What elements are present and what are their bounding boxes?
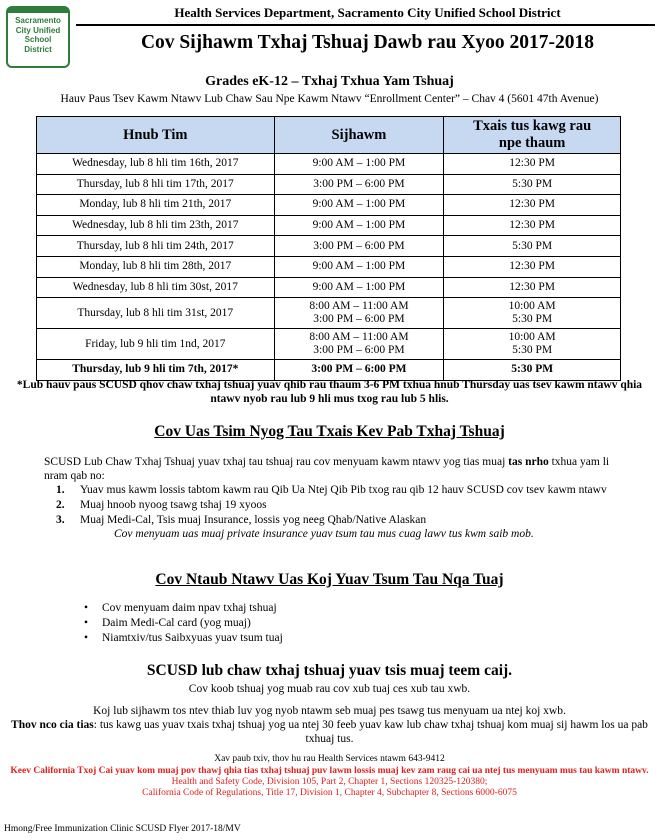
bullet-icon: • [84, 617, 89, 629]
cell-date: Wednesday, lub 8 hli tim 30st, 2017 [37, 277, 275, 298]
cell-last-registration: 5:30 PM [444, 236, 621, 257]
list-item [56, 483, 629, 497]
header-end-line-2: npe thaum [498, 135, 566, 151]
cell-last-registration: 5:30 PM [444, 174, 621, 195]
eligibility-intro [44, 455, 629, 483]
header-rule [76, 24, 655, 26]
legal-warning: Keev California Txoj Cai yuav kom muaj pov thawj qhia tias txhaj tshuaj puv lawm lossis muaj kev zam raug cai ua ntej tus menyuam mus tau kawm ntawv. [10, 766, 649, 776]
logo-text: Sacramento City Unified School District [15, 16, 61, 54]
eligibility-list [56, 483, 629, 541]
table-row [37, 277, 621, 298]
legal-code-1: Health and Safety Code, Division 105, Part 2, Chapter 1, Sections 120325-120380; [171, 777, 488, 787]
schedule-footnote: *Lub hauv paus SCUSD qhov chaw txhaj tshuaj yuav qhib rau thaum 3-6 PM txhua hnub Thursday uas tsev kawm ntawv qhia ntawv nyob rau lub 9 hli mus txog rau lub 5 hlis. [16, 379, 643, 405]
table-row [37, 298, 621, 329]
footer-label: Hmong/Free Immunization Clinic SCUSD Flyer 2017-18/MV [4, 824, 241, 834]
cell-time [274, 298, 444, 329]
bullet-icon: • [84, 632, 89, 644]
closing-subheading: Cov koob tshuaj yog muab rau cov xub tuaj ces xub tau xwb. [188, 683, 471, 695]
cell-date: Thursday, lub 8 hli tim 24th, 2017 [37, 236, 275, 257]
schedule-header-row [37, 117, 621, 154]
bullet-icon: • [84, 602, 89, 614]
header-time: Sijhawm [274, 117, 444, 154]
list-item-text: Cov menyuam daim npav txhaj tshuaj [102, 602, 277, 614]
cell-time: 9:00 AM – 1:00 PM [274, 256, 444, 277]
table-row [37, 195, 621, 216]
list-item [84, 601, 283, 616]
cell-date: Thursday, lub 8 hli tim 17th, 2017 [37, 174, 275, 195]
list-item [84, 631, 283, 646]
cell-last-registration: 5:30 PM [444, 360, 621, 381]
cell-date: Thursday, lub 8 hli tim 31st, 2017 [37, 298, 275, 329]
list-item-text: Muaj hnoob nyoog tsawg tshaj 19 xyoos [80, 499, 267, 511]
time-slot-afternoon: 3:00 PM – 6:00 PM [313, 344, 405, 357]
legal-block [0, 766, 659, 799]
closing-line-2: : tus kawg uas yuav txais txhaj tshuaj yog ua ntej 30 feeb yuav kaw lub chaw txhaj tshuaj kom muaj sij hawm los ua pab txhuaj tus. [93, 719, 648, 745]
cell-time: 9:00 AM – 1:00 PM [274, 195, 444, 216]
cell-time: 3:00 PM – 6:00 PM [274, 360, 444, 381]
end-slot-morning: 10:00 AM [508, 300, 556, 313]
cell-last-registration: 12:30 PM [444, 195, 621, 216]
bring-list [84, 601, 283, 646]
logo-bar [8, 8, 68, 13]
header-last-registration [444, 117, 621, 154]
cell-date: Monday, lub 8 hli tim 21th, 2017 [37, 195, 275, 216]
cell-time: 9:00 AM – 1:00 PM [274, 277, 444, 298]
cell-time [274, 329, 444, 360]
contact-line: Xav paub txiv, thov hu rau Health Services ntawm 643-9412 [214, 754, 445, 764]
cell-last-registration [444, 298, 621, 329]
eligibility-heading: Cov Uas Tsim Nyog Tau Txais Kev Pab Txhaj Tshuaj [154, 423, 505, 440]
cell-date: Monday, lub 8 hli tim 28th, 2017 [37, 256, 275, 277]
eligibility-intro-emphasis: tas nrho [508, 456, 549, 468]
table-row [37, 215, 621, 236]
end-slot-morning: 10:00 AM [508, 331, 556, 344]
cell-last-registration: 12:30 PM [444, 215, 621, 236]
table-row [37, 154, 621, 175]
bring-heading: Cov Ntaub Ntawv Uas Koj Yuav Tsum Tau Nqa Tuaj [155, 571, 504, 588]
closing-emphasis: Thov nco cia tias [11, 719, 94, 731]
time-slot-afternoon: 3:00 PM – 6:00 PM [313, 313, 405, 326]
cell-last-registration: 12:30 PM [444, 256, 621, 277]
cell-time: 3:00 PM – 6:00 PM [274, 174, 444, 195]
legal-code-2: California Code of Regulations, Title 17, Division 1, Chapter 4, Subchapter 8, Sections 6000-6075 [142, 788, 517, 798]
cell-date: Thursday, lub 9 hli tim 7th, 2017* [37, 360, 275, 381]
list-item-text: Muaj Medi-Cal, Tsis muaj Insurance, lossis yog neeg Qhab/Native Alaskan [80, 514, 427, 526]
table-row [37, 236, 621, 257]
cell-date: Friday, lub 9 hli tim 1nd, 2017 [37, 329, 275, 360]
table-row [37, 174, 621, 195]
cell-last-registration: 12:30 PM [444, 154, 621, 175]
cell-last-registration [444, 329, 621, 360]
list-item [84, 616, 283, 631]
page-title: Cov Sijhawm Txhaj Tshuaj Dawb rau Xyoo 2017-2018 [140, 32, 595, 53]
end-slot-afternoon: 5:30 PM [512, 344, 553, 357]
list-item [56, 513, 629, 541]
cell-date: Wednesday, lub 8 hli tim 16th, 2017 [37, 154, 275, 175]
cell-last-registration: 12:30 PM [444, 277, 621, 298]
schedule-table [36, 116, 621, 381]
cell-time: 9:00 AM – 1:00 PM [274, 154, 444, 175]
time-slot-morning: 8:00 AM – 11:00 AM [309, 331, 409, 344]
department-line: Health Services Department, Sacramento City Unified School District [174, 5, 561, 20]
list-number: 2. [56, 499, 65, 511]
eligibility-intro-text: SCUSD Lub Chaw Txhaj Tshuaj yuav txhaj tau tshuaj rau cov menyuam kawm ntawv yog tias muaj [44, 456, 506, 468]
table-row [37, 256, 621, 277]
closing-heading: SCUSD lub chaw txhaj tshuaj yuav tsis muaj teem caij. [146, 662, 513, 679]
cell-time: 9:00 AM – 1:00 PM [274, 215, 444, 236]
district-logo [6, 6, 70, 68]
header-date: Hnub Tim [37, 117, 275, 154]
cell-date: Wednesday, lub 8 hli tim 23th, 2017 [37, 215, 275, 236]
table-row [37, 329, 621, 360]
header-end-line-1: Txais tus kawg rau [473, 118, 592, 134]
list-item-subnote: Cov menyuam uas muaj private insurance yuav tsum tau mus cuag lawv tus kwm saib mob. [114, 528, 534, 540]
closing-line-1: Koj lub sijhawm tos ntev thiab luv yog nyob ntawm seb muaj pes tsawg tus menyuam ua ntej koj xwb. [93, 705, 566, 717]
time-slot-morning: 8:00 AM – 11:00 AM [309, 300, 409, 313]
location-line: Hauv Paus Tsev Kawm Ntawv Lub Chaw Sau Npe Kawm Ntawv “Enrollment Center” – Chav 4 (5601 47th Avenue) [60, 93, 599, 105]
list-item-text: Daim Medi-Cal card (yog muaj) [102, 617, 251, 629]
grades-line: Grades eK-12 – Txhaj Txhua Yam Tshuaj [205, 74, 454, 89]
list-item [56, 498, 629, 512]
list-number: 1. [56, 484, 65, 496]
end-slot-afternoon: 5:30 PM [512, 313, 553, 326]
list-number: 3. [56, 514, 65, 526]
cell-time: 3:00 PM – 6:00 PM [274, 236, 444, 257]
eligibility-intro-end: txhua yam li nram qab no: [44, 456, 610, 482]
closing-paragraph [0, 704, 659, 746]
list-item-text: Niamtxiv/tus Saibxyuas yuav tsum tuaj [102, 632, 283, 644]
list-item-text: Yuav mus kawm lossis tabtom kawm rau Qib Ua Ntej Qib Pib txog rau qib 12 hauv SCUSD cov tsev kawm ntawv [80, 484, 607, 496]
